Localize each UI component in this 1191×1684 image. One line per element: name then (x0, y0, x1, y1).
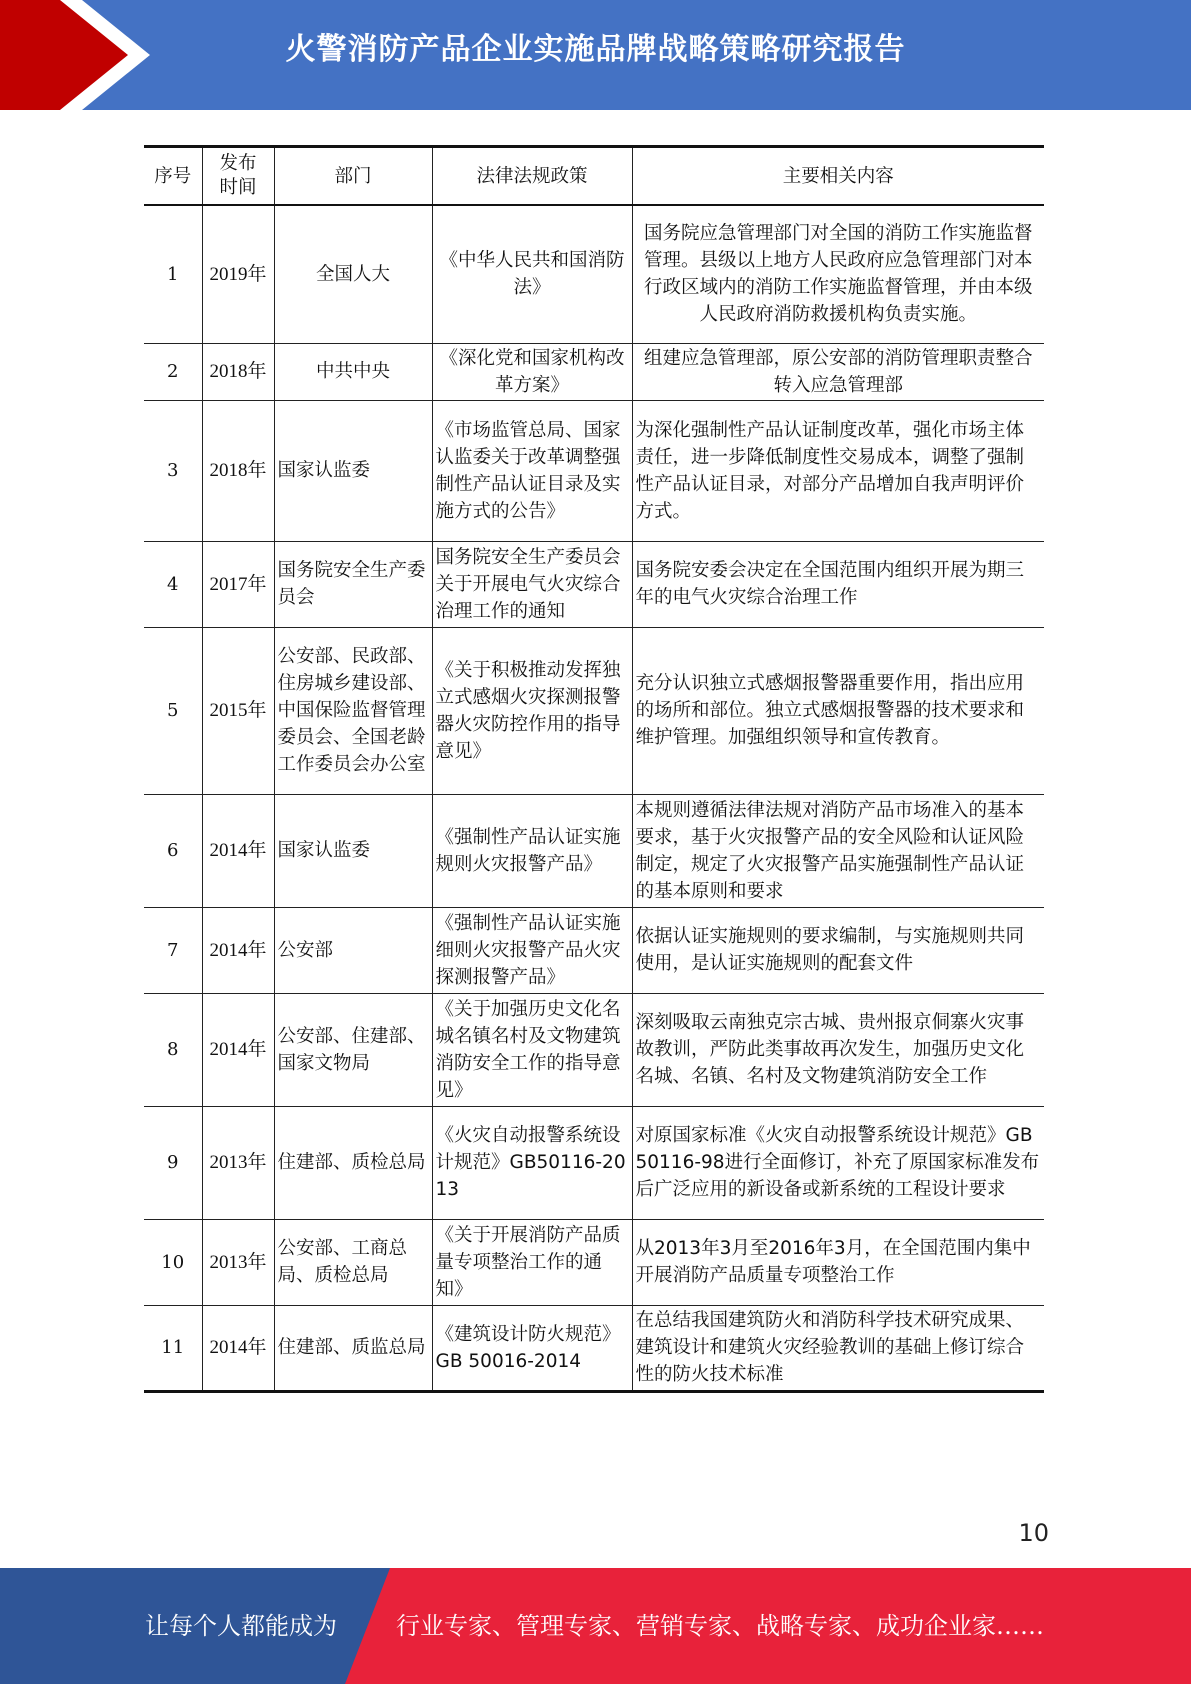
cell-content: 组建应急管理部，原公安部的消防管理职责整合转入应急管理部 (632, 343, 1044, 400)
cell-dept: 全国人大 (274, 205, 432, 343)
cell-dept: 国务院安全生产委员会 (274, 541, 432, 627)
cell-law: 《深化党和国家机构改革方案》 (432, 343, 632, 400)
cell-law: 《火灾自动报警系统设计规范》GB50116-2013 (432, 1106, 632, 1219)
cell-dept: 国家认监委 (274, 794, 432, 907)
col-header-content: 主要相关内容 (632, 147, 1044, 206)
cell-year: 2014年 (202, 1305, 274, 1391)
cell-dept: 公安部、住建部、国家文物局 (274, 993, 432, 1106)
footer-slogan-right: 行业专家、管理专家、营销专家、战略专家、成功企业家…… (396, 1612, 1044, 1640)
cell-law: 《建筑设计防火规范》GB 50016-2014 (432, 1305, 632, 1391)
cell-content: 为深化强制性产品认证制度改革，强化市场主体责任，进一步降低制度性交易成本，调整了强制性产品认证目录，对部分产品增加自我声明评价方式。 (632, 400, 1044, 541)
table-row (144, 1305, 1044, 1391)
cell-year: 2014年 (202, 993, 274, 1106)
cell-seq: 2 (144, 343, 202, 400)
cell-year: 2017年 (202, 541, 274, 627)
cell-year: 2014年 (202, 794, 274, 907)
cell-year: 2013年 (202, 1219, 274, 1305)
table-row (144, 907, 1044, 993)
cell-dept: 国家认监委 (274, 400, 432, 541)
cell-seq: 1 (144, 205, 202, 343)
page-number: 10 (1018, 1519, 1049, 1547)
cell-seq: 10 (144, 1219, 202, 1305)
cell-dept: 公安部 (274, 907, 432, 993)
table-row (144, 1106, 1044, 1219)
cell-content: 本规则遵循法律法规对消防产品市场准入的基本要求，基于火灾报警产品的安全风险和认证风险制定，规定了火灾报警产品实施强制性产品认证的基本原则和要求 (632, 794, 1044, 907)
cell-seq: 7 (144, 907, 202, 993)
cell-law: 《市场监管总局、国家认监委关于改革调整强制性产品认证目录及实施方式的公告》 (432, 400, 632, 541)
table-row (144, 1219, 1044, 1305)
col-header-dept: 部门 (274, 147, 432, 206)
cell-content: 从2013年3月至2016年3月，在全国范围内集中开展消防产品质量专项整治工作 (632, 1219, 1044, 1305)
cell-content: 对原国家标准《火灾自动报警系统设计规范》GB50116-98进行全面修订，补充了原国家标准发布后广泛应用的新设备或新系统的工程设计要求 (632, 1106, 1044, 1219)
table-row (144, 627, 1044, 794)
col-header-date: 发布 时间 (202, 147, 274, 206)
cell-seq: 6 (144, 794, 202, 907)
table-row (144, 343, 1044, 400)
cell-law: 《关于积极推动发挥独立式感烟火灾探测报警器火灾防控作用的指导意见》 (432, 627, 632, 794)
cell-seq: 11 (144, 1305, 202, 1391)
cell-dept: 住建部、质检总局 (274, 1106, 432, 1219)
policy-table (144, 145, 1044, 1393)
header-banner (0, 0, 1191, 110)
cell-seq: 5 (144, 627, 202, 794)
table-row (144, 794, 1044, 907)
cell-dept: 中共中央 (274, 343, 432, 400)
cell-seq: 8 (144, 993, 202, 1106)
cell-content: 依据认证实施规则的要求编制，与实施规则共同使用，是认证实施规则的配套文件 (632, 907, 1044, 993)
cell-content: 国务院应急管理部门对全国的消防工作实施监督管理。县级以上地方人民政府应急管理部门对本行政区域内的消防工作实施监督管理，并由本级人民政府消防救援机构负责实施。 (632, 205, 1044, 343)
footer-banner (0, 1568, 1191, 1684)
table-row (144, 205, 1044, 343)
cell-dept: 公安部、民政部、住房城乡建设部、中国保险监督管理委员会、全国老龄工作委员会办公室 (274, 627, 432, 794)
cell-content: 国务院安委会决定在全国范围内组织开展为期三年的电气火灾综合治理工作 (632, 541, 1044, 627)
cell-content: 在总结我国建筑防火和消防科学技术研究成果、建筑设计和建筑火灾经验教训的基础上修订综合性的防火技术标准 (632, 1305, 1044, 1391)
cell-seq: 4 (144, 541, 202, 627)
table-row (144, 541, 1044, 627)
cell-year: 2013年 (202, 1106, 274, 1219)
report-title: 火警消防产品企业实施品牌战略策略研究报告 (285, 32, 906, 67)
cell-content: 充分认识独立式感烟报警器重要作用，指出应用的场所和部位。独立式感烟报警器的技术要求和维护管理。加强组织领导和宣传教育。 (632, 627, 1044, 794)
cell-year: 2014年 (202, 907, 274, 993)
cell-law: 《强制性产品认证实施细则火灾报警产品火灾探测报警产品》 (432, 907, 632, 993)
cell-year: 2018年 (202, 343, 274, 400)
cell-year: 2018年 (202, 400, 274, 541)
cell-law: 《关于开展消防产品质量专项整治工作的通知》 (432, 1219, 632, 1305)
cell-seq: 9 (144, 1106, 202, 1219)
cell-dept: 公安部、工商总局、质检总局 (274, 1219, 432, 1305)
footer-slogan-left: 让每个人都能成为 (145, 1612, 337, 1640)
cell-law: 《中华人民共和国消防法》 (432, 205, 632, 343)
cell-law: 《强制性产品认证实施规则火灾报警产品》 (432, 794, 632, 907)
cell-year: 2019年 (202, 205, 274, 343)
cell-seq: 3 (144, 400, 202, 541)
cell-content: 深刻吸取云南独克宗古城、贵州报京侗寨火灾事故教训，严防此类事故再次发生，加强历史文化名城、名镇、名村及文物建筑消防安全工作 (632, 993, 1044, 1106)
table-row (144, 400, 1044, 541)
cell-law: 国务院安全生产委员会关于开展电气火灾综合治理工作的通知 (432, 541, 632, 627)
table-row (144, 993, 1044, 1106)
cell-law: 《关于加强历史文化名城名镇名村及文物建筑消防安全工作的指导意见》 (432, 993, 632, 1106)
cell-year: 2015年 (202, 627, 274, 794)
col-header-seq: 序号 (144, 147, 202, 206)
cell-dept: 住建部、质监总局 (274, 1305, 432, 1391)
table-header-row (144, 147, 1044, 206)
col-header-law: 法律法规政策 (432, 147, 632, 206)
